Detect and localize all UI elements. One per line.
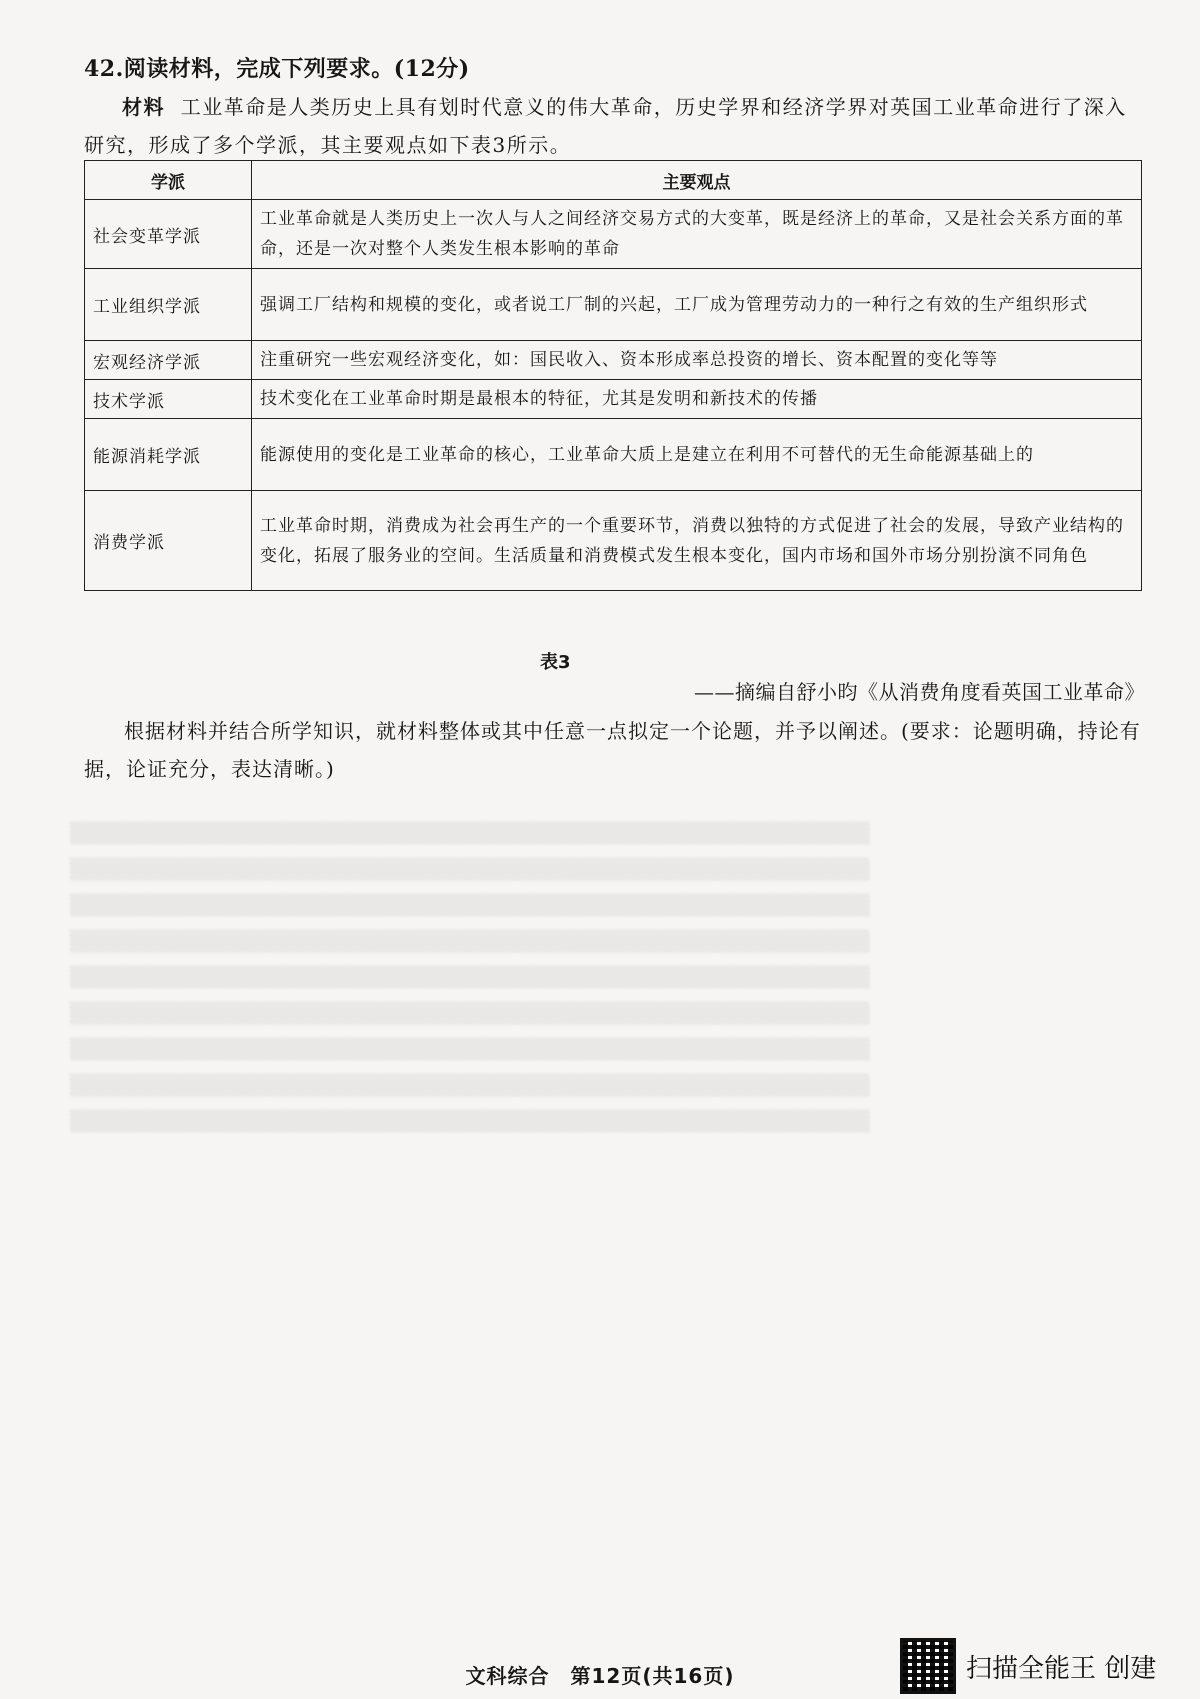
school-view: 工业革命就是人类历史上一次人与人之间经济交易方式的大变革，既是经济上的革命，又是社会关系方面的革命，还是一次对整个人类发生根本影响的革命 (252, 200, 1142, 269)
school-view: 技术变化在工业革命时期是最根本的特征，尤其是发明和新技术的传播 (252, 380, 1142, 419)
task-instructions: 根据材料并结合所学知识，就材料整体或其中任意一点拟定一个论题，并予以阐述。(要求：论题明确，持论有据，论证充分，表达清晰。) (84, 719, 1141, 781)
scanner-watermark (900, 1638, 1156, 1694)
source-citation: ——摘编自舒小昀《从消费角度看英国工业革命》 (694, 680, 1145, 704)
school-name: 技术学派 (85, 380, 252, 419)
school-view: 注重研究一些宏观经济变化，如：国民收入、资本形成率总投资的增长、资本配置的变化等等 (252, 341, 1142, 380)
table-row (85, 200, 1142, 269)
school-name: 消费学派 (85, 491, 252, 591)
school-name: 宏观经济学派 (85, 341, 252, 380)
page-footer: 文科综合 第12页(共16页) (465, 1664, 735, 1688)
table-row (85, 380, 1142, 419)
school-name: 工业组织学派 (85, 269, 252, 341)
qr-code-icon (900, 1638, 956, 1694)
watermark-text: 扫描全能王 创建 (966, 1653, 1157, 1684)
school-view: 强调工厂结构和规模的变化，或者说工厂制的兴起，工厂成为管理劳动力的一种行之有效的生产组织形式 (252, 269, 1142, 341)
table-header-row (85, 161, 1142, 200)
header-view: 主要观点 (252, 161, 1142, 200)
material-text: 工业革命是人类历史上具有划时代意义的伟大革命，历史学界和经济学界对英国工业革命进行了深入研究，形成了多个学派，其主要观点如下表3所示。 (84, 95, 1127, 157)
school-view: 能源使用的变化是工业革命的核心，工业革命大质上是建立在利用不可替代的无生命能源基础上的 (252, 419, 1142, 491)
school-name: 能源消耗学派 (85, 419, 252, 491)
question-heading: 42.阅读材料，完成下列要求。(12分) (84, 56, 470, 82)
table-row (85, 419, 1142, 491)
table-row (85, 269, 1142, 341)
school-name: 社会变革学派 (85, 200, 252, 269)
table-row (85, 341, 1142, 380)
material-label: 材料 (122, 95, 165, 119)
table-caption: 表3 (540, 652, 571, 673)
header-school: 学派 (85, 161, 252, 200)
school-view: 工业革命时期，消费成为社会再生产的一个重要环节，消费以独特的方式促进了社会的发展，导致产业结构的变化，拓展了服务业的空间。生活质量和消费模式发生根本变化，国内市场和国外市场分别扮演不同角色 (252, 491, 1142, 591)
table-row (85, 491, 1142, 591)
schools-table (84, 160, 1142, 591)
bleed-through-text: ▒▒▒▒▒▒▒▒▒▒▒▒▒▒▒▒▒▒▒▒▒▒▒▒▒▒▒▒▒▒▒▒▒▒▒▒▒▒▒▒▒▒▒▒▒▒▒▒▒▒▒▒ ▒▒▒▒▒▒▒▒▒▒▒▒▒▒▒▒▒▒▒▒▒▒▒▒▒▒▒▒▒▒▒▒▒▒▒▒▒▒▒▒▒▒▒▒▒▒▒▒▒▒▒▒ ▒▒▒▒▒▒▒▒▒▒▒▒▒▒▒▒▒▒▒▒▒▒▒▒▒▒▒▒▒▒▒▒▒▒▒▒▒▒▒▒▒▒▒▒▒▒▒▒▒▒▒▒ ▒▒▒▒▒▒▒▒▒▒▒▒▒▒▒▒▒▒▒▒▒▒▒▒▒▒▒▒▒▒▒▒▒▒▒▒▒▒▒▒▒▒▒▒▒▒▒▒▒▒▒▒ ▒▒▒▒▒▒▒▒▒▒▒▒▒▒▒▒▒▒▒▒▒▒▒▒▒▒▒▒▒▒▒▒▒▒▒▒▒▒▒▒▒▒▒▒▒▒▒▒▒▒▒▒ ▒▒▒▒▒▒▒▒▒▒▒▒▒▒▒▒▒▒▒▒▒▒▒▒▒▒▒▒▒▒▒▒▒▒▒▒▒▒▒▒▒▒▒▒▒▒▒▒▒▒▒▒ ▒▒▒▒▒▒▒▒▒▒▒▒▒▒▒▒▒▒▒▒▒▒▒▒▒▒▒▒▒▒▒▒▒▒▒▒▒▒▒▒▒▒▒▒▒▒▒▒▒▒▒▒ ▒▒▒▒▒▒▒▒▒▒▒▒▒▒▒▒▒▒▒▒▒▒▒▒▒▒▒▒▒▒▒▒▒▒▒▒▒▒▒▒▒▒▒▒▒▒▒▒▒▒▒▒ ▒▒▒▒▒▒▒▒▒▒▒▒▒▒▒▒▒▒▒▒▒▒▒▒▒▒▒▒▒▒▒▒▒▒▒▒▒▒▒▒▒▒▒▒▒▒▒▒▒▒▒▒ (70, 821, 870, 1133)
material-paragraph (84, 88, 1144, 164)
